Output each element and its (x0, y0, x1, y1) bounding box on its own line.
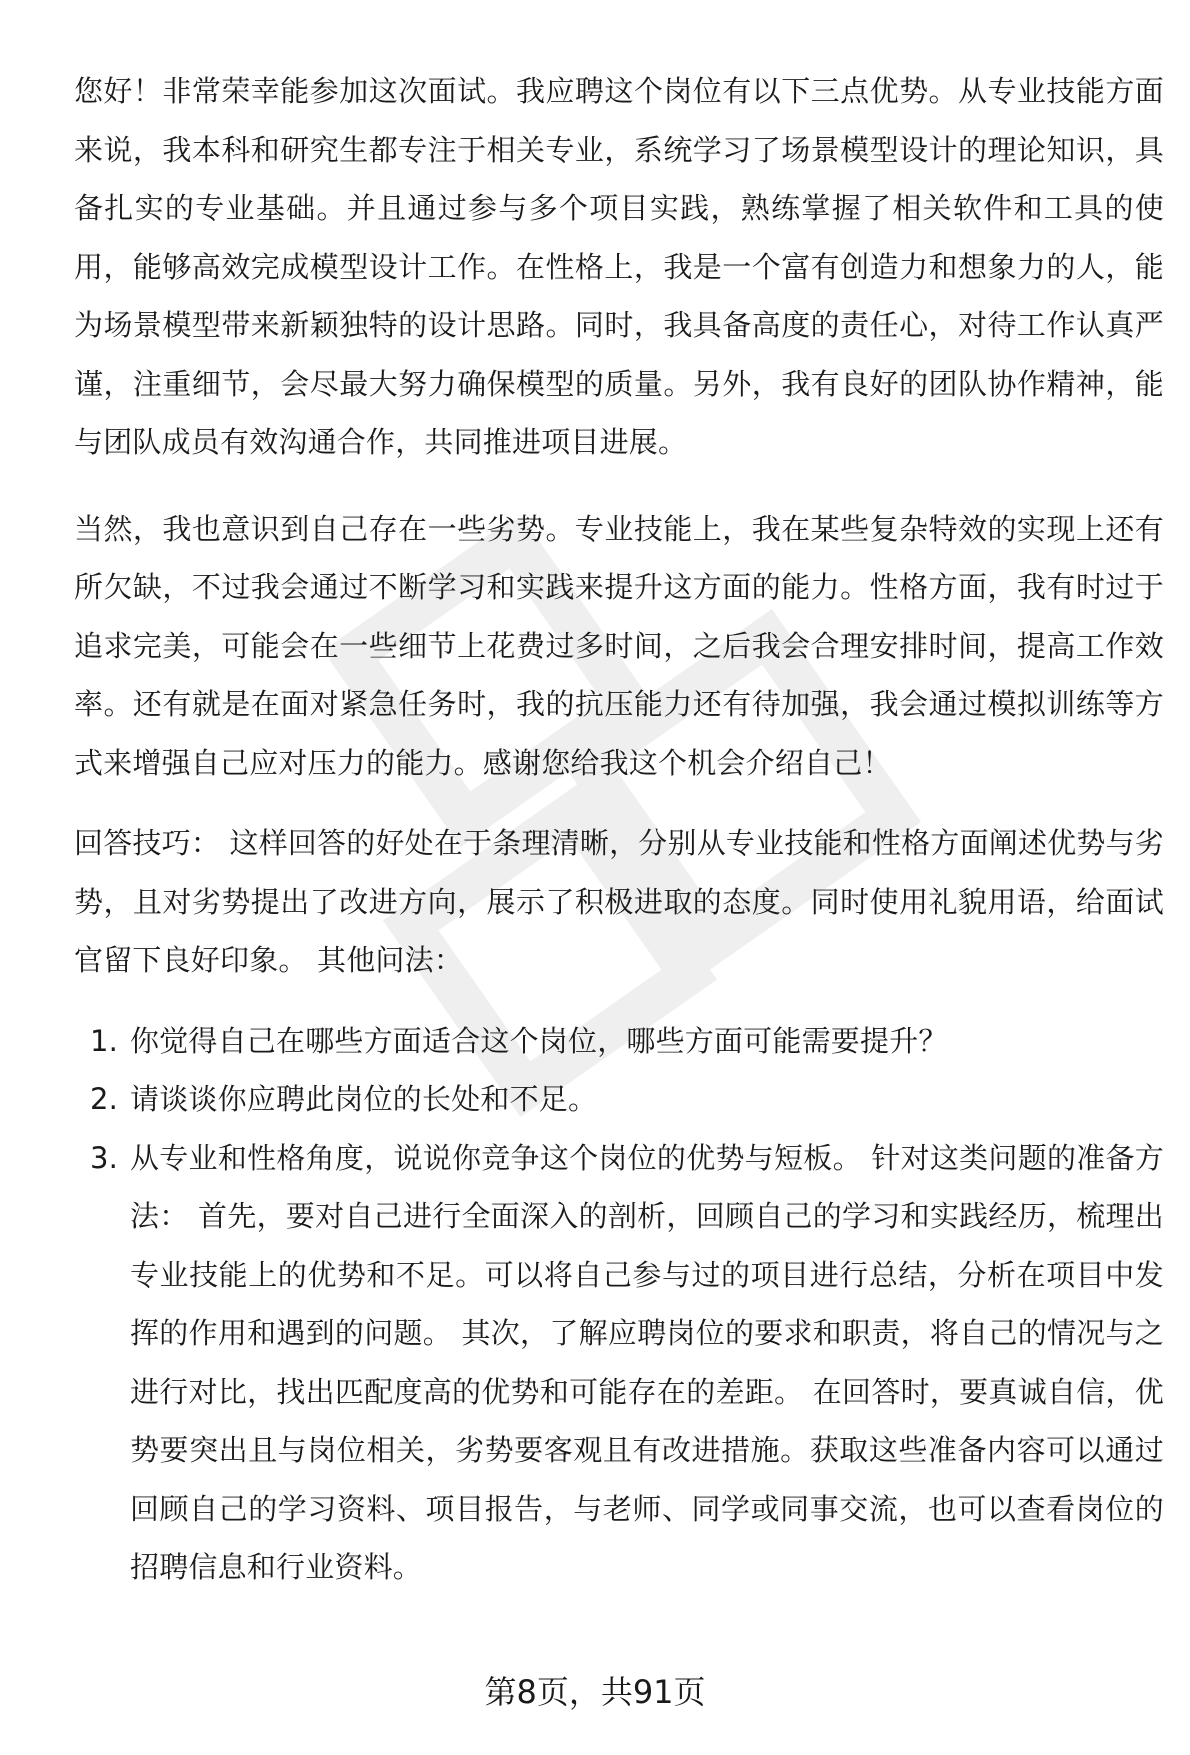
list-item-text: 你觉得自己在哪些方面适合这个岗位，哪些方面可能需要提升？ (130, 1023, 948, 1058)
list-item-text: 从专业和性格角度，说说你竞争这个岗位的优势与短板。 针对这类问题的准备方法： 首先，要对自己进行全面深入的剖析，回顾自己的学习和实践经历，梳理出专业技能上的优势和不足。可以将自己参与过的项目进行总结，分析在项目中发挥的作用和遇到的问题。 其次，了解应聘岗位的要求和职责，将自己的情况与之进行对比，找出匹配度高的优势和可能存在的差距。 在回答时，要真诚自信，优势要突出且与岗位相关，劣势要客观且有改进措施。获取这些准备内容可以通过回顾自己的学习资料、项目报告，与老师、同学或同事交流，也可以查看岗位的招聘信息和行业资料。 (130, 1140, 1164, 1584)
list-item-text: 请谈谈你应聘此岗位的长处和不足。 (130, 1082, 598, 1116)
list-item (74, 1070, 1164, 1129)
alternative-questions-list (74, 1012, 1164, 1597)
list-item-number: 1. (90, 1023, 119, 1058)
page-number-footer: 第8页，共91页 (484, 1673, 706, 1711)
paragraph-disadvantages: 当然，我也意识到自己存在一些劣势。专业技能上，我在某些复杂特效的实现上还有所欠缺，不过我会通过不断学习和实践来提升这方面的能力。性格方面，我有时过于追求完美，可能会在一些细节上花费过多时间，之后我会合理安排时间，提高工作效率。还有就是在面对紧急任务时，我的抗压能力还有待加强，我会通过模拟训练等方式来增强自己应对压力的能力。感谢您给我这个机会介绍自己！ (74, 511, 1164, 780)
list-item-number: 2. (90, 1082, 119, 1116)
paragraph-answer-tips: 回答技巧： 这样回答的好处在于条理清晰，分别从专业技能和性格方面阐述优势与劣势，且对劣势提出了改进方向，展示了积极进取的态度。同时使用礼貌用语，给面试官留下良好印象。 其他问法： (74, 826, 1164, 977)
document-body (74, 62, 1164, 1597)
list-item-number: 3. (90, 1140, 119, 1175)
list-item (74, 1012, 1164, 1071)
paragraph-advantages: 您好！非常荣幸能参加这次面试。我应聘这个岗位有以下三点优势。从专业技能方面来说，我本科和研究生都专注于相关专业，系统学习了场景模型设计的理论知识，具备扎实的专业基础。并且通过参与多个项目实践，熟练掌握了相关软件和工具的使用，能够高效完成模型设计工作。在性格上，我是一个富有创造力和想象力的人，能为场景模型带来新颖独特的设计思路。同时，我具备高度的责任心，对待工作认真严谨，注重细节，会尽最大努力确保模型的质量。另外，我有良好的团队协作精神，能与团队成员有效沟通合作，共同推进项目进展。 (74, 74, 1164, 459)
list-item (74, 1129, 1164, 1597)
